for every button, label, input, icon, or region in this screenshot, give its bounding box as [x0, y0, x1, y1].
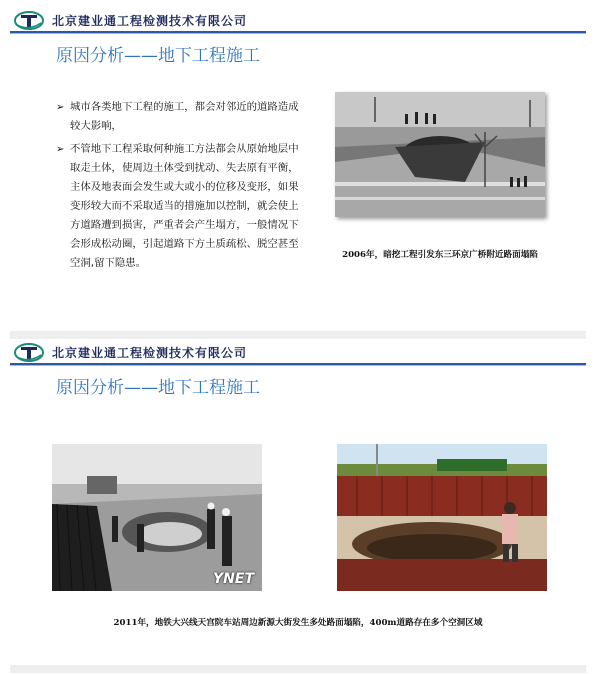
slide-2 — [10, 340, 586, 664]
slide-header — [10, 8, 586, 32]
slide-separator — [10, 331, 586, 339]
arrow-bullet-icon: ➢ — [56, 144, 65, 155]
road-collapse-photo-2006 — [335, 92, 545, 217]
bullet-item — [56, 98, 306, 136]
bullet-item — [56, 140, 306, 273]
slide-separator — [10, 665, 586, 673]
photo-caption: 2011年，地铁大兴线天宫院车站周边新源大街发生多处路面塌陷，400m道路存在多个空洞区域 — [113, 618, 483, 628]
arrow-bullet-icon: ➢ — [56, 102, 65, 113]
road-collapse-photo-color — [337, 444, 547, 591]
header-rule-thin — [10, 33, 586, 34]
road-collapse-photo-bw — [52, 444, 262, 591]
bullet-text: 城市各类地下工程的施工，都会对邻近的道路造成较大影响， — [70, 101, 299, 132]
bullet-text: 不管地下工程采取何种施工方法都会从原始地层中取走土体，使周边土体受到扰动、失去原有平衡，主体及地表面会发生或大或小的位移及变形，如果变形较大而不采取适当的措施加以控制，就会使上方道路遭到损害，严重者会产生塌方，一般情况下会形成松动圈，引起道路下方土质疏松、脱空甚至空洞,留下隐患。 — [70, 143, 299, 269]
slide-1 — [10, 8, 586, 330]
company-name: 北京建业通工程检测技术有限公司 — [52, 346, 248, 360]
company-name: 北京建业通工程检测技术有限公司 — [52, 14, 248, 28]
company-logo-icon — [14, 11, 44, 30]
photo-watermark: YNET — [213, 571, 254, 587]
slide-title: 原因分析——地下工程施工 — [56, 378, 260, 398]
slide-title: 原因分析——地下工程施工 — [56, 46, 260, 66]
header-rule-thin — [10, 365, 586, 366]
photo-caption: 2006年，暗挖工程引发东三环京广桥附近路面塌陷 — [342, 250, 538, 260]
company-logo-icon — [14, 343, 44, 362]
bullet-list — [56, 98, 306, 277]
slide-header — [10, 340, 586, 364]
